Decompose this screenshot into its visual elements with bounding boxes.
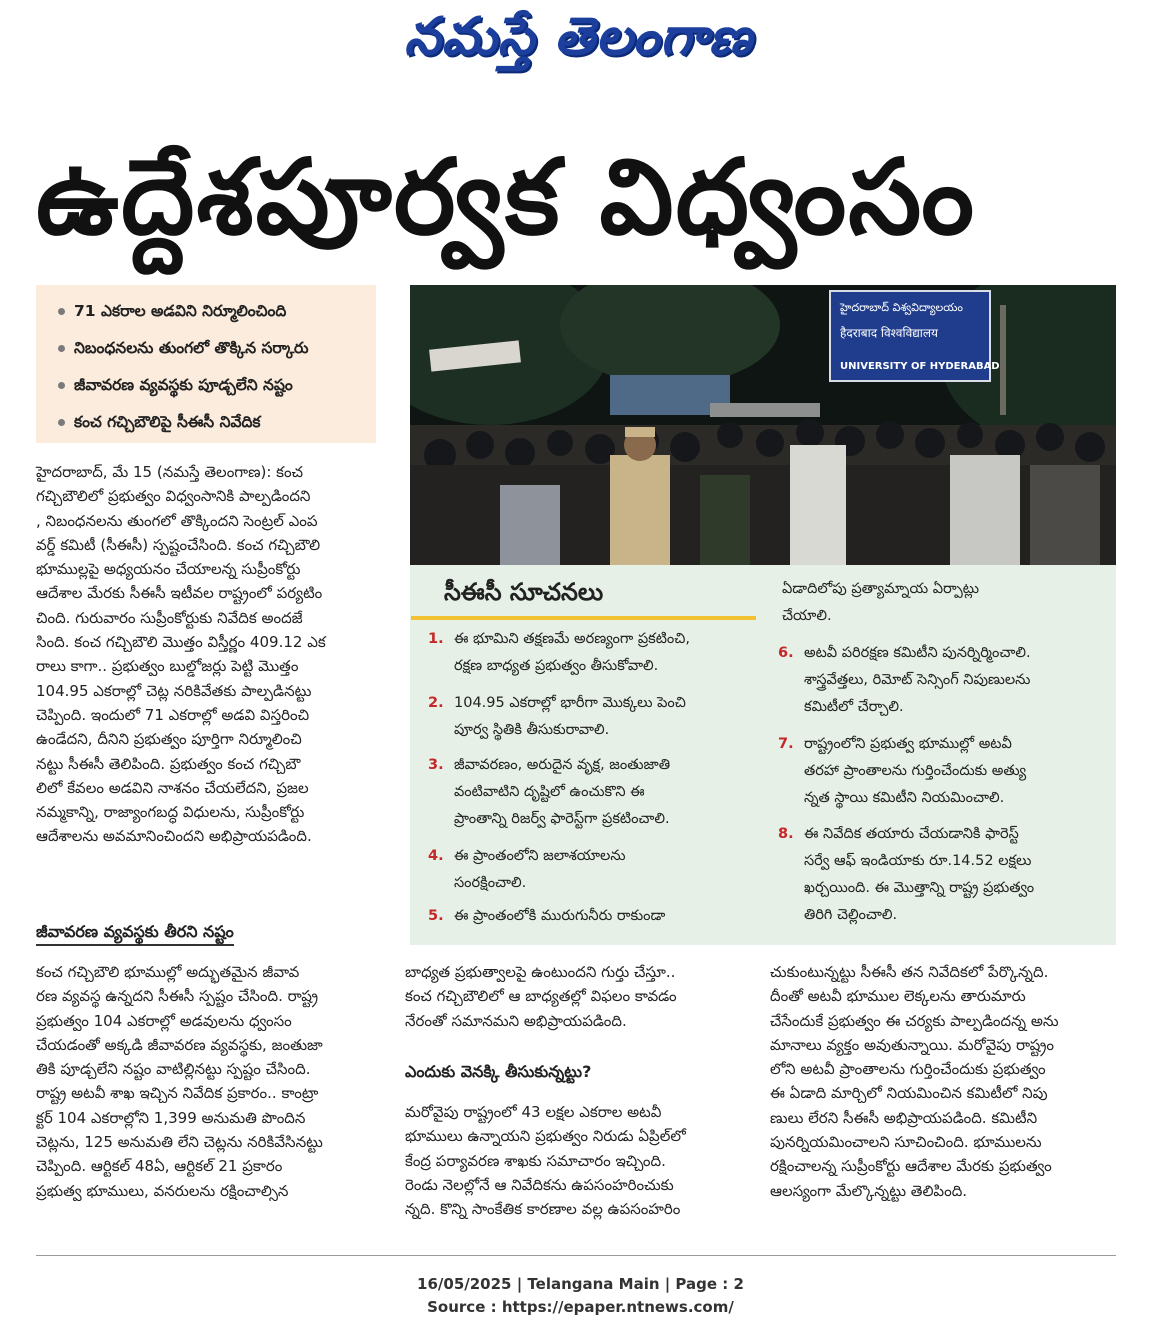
suggestion-line: పూర్వ స్థితికి తీసుకురావాలి. (454, 722, 610, 738)
article-line: మానాలు వ్యక్తం అవుతున్నాయి. మరోవైపు రాష్ట్రం (770, 1035, 1054, 1054)
article-line: 104.95 ఎకరాల్లో చెట్ల నరికివేతకు పాల్పడినట్టు (36, 681, 312, 700)
suggestion-item (428, 843, 748, 897)
footer-date-edition: 16/05/2025 | Telangana Main | Page : 2 (417, 1275, 744, 1293)
suggestion-number: 6. (778, 645, 794, 661)
article-line: రాష్ట్ర అటవీ శాఖ ఇచ్చిన నివేదిక ప్రకారం.. కాంట్రా (36, 1084, 319, 1103)
article-line: బాధ్యత ప్రభుత్వాలపై ఉంటుందని గుర్తు చేస్తూ.. (405, 963, 676, 981)
article-column-3 (770, 960, 1116, 1203)
title-underline (411, 616, 756, 620)
suggestion-line: 104.95 ఎకరాల్లో భారీగా మొక్కలు పెంచి (454, 695, 686, 711)
article-line: ఈ ఏడాది మార్చిలో నియమించిన కమిటీలో నిపు (770, 1084, 1048, 1103)
suggestion-line: ఖర్చయింది. ఈ మొత్తాన్ని రాష్ట్ర ప్రభుత్వం (804, 880, 1035, 896)
article-line: న్నది. కొన్ని సాంకేతిక కారణాల వల్ల ఉపసంహరిం (405, 1200, 681, 1219)
article-line: చింది. గురువారం సుప్రీంకోర్టుకు నివేదిక అందజే (36, 608, 303, 627)
suggestion-line: వంటివాటిని దృష్టిలో ఉంచుకొని ఈ (454, 784, 645, 800)
article-line: ఆదేశాలను అవమానించిందని అభిప్రాయపడింది. (36, 827, 312, 846)
suggestion-item (778, 640, 1108, 721)
article-line: నేరంతో సమానమని అభిప్రాయపడింది. (405, 1011, 627, 1030)
article-line: రక్షించాలన్న సుప్రీంకోర్టు ఆదేశాల మేరకు ప్రభుత్వం (770, 1157, 1052, 1176)
article-line: మరోవైపు రాష్ట్రంలో 43 లక్షల ఎకరాల అటవీ (405, 1103, 662, 1121)
protest-photo-illustration (410, 285, 1116, 565)
article-line: గచ్చిబౌలిలో ప్రభుత్వం విధ్వంసానికి పాల్పడిందని (36, 487, 311, 506)
suggestion-item (428, 626, 748, 680)
article-line: హైదరాబాద్, మే 15 (నమస్తే తెలంగాణ): కంచ (36, 463, 304, 481)
article-line: వర్డ్ కమిటీ (సీఈసీ) స్పష్టంచేసింది. కంచ గచ్చిబౌలి (36, 535, 321, 554)
article-line: క్టర్ 104 ఎకరాల్లోని 1,399 అనుమతి పొందిన (36, 1108, 306, 1127)
highlight-item: నిబంధనలను తుంగలో తొక్కిన సర్కారు (58, 330, 368, 367)
highlight-item: 71 ఎకరాల అడవిని నిర్మూలించింది (58, 293, 368, 330)
suggestion-line: సర్వే ఆఫ్ ఇండియాకు రూ.14.52 లక్షలు (804, 853, 1032, 869)
article-line: చేసేందుకే ప్రభుత్వం ఈ చర్యకు పాల్పడిందన్న అను (770, 1011, 1059, 1030)
suggestion-line: రక్షణ బాధ్యత ప్రభుత్వం తీసుకోవాలి. (454, 658, 659, 674)
footer-divider (36, 1255, 1116, 1256)
masthead (0, 2, 1161, 74)
suggestion-line: శాస్త్రవేత్తలు, రిమోట్ సెన్సింగ్ నిపుణులను (804, 672, 1031, 688)
cec-suggestions-title: సీఈసీ సూచనలు (444, 578, 604, 606)
suggestion-line: న్నత స్థాయి కమిటీని నియమించాలి. (804, 790, 1005, 806)
article-column-1-continued (36, 960, 378, 1203)
subheading-ecosystem: జీవావరణ వ్యవస్థకు తీరని నష్టం (36, 920, 234, 946)
newspaper-logo: నమస్తే తెలంగాణ (404, 7, 753, 67)
suggestion-line: ఈ ప్రాంతంలోని జలాశయాలను (454, 848, 626, 864)
article-line: చుకుంటున్నట్టు సీఈసీ తన నివేదికలో పేర్కొన్నది. (770, 963, 1049, 981)
article-line: చెప్పింది. ఆర్టికల్ 48ఏ, ఆర్టికల్ 21 ప్రకారం (36, 1157, 283, 1176)
article-line: కంచ గచ్చిబౌలి భూముల్లో అద్భుతమైన జీవావ (36, 963, 300, 981)
suggestion-line: ఈ నివేదిక తయారు చేయడానికి ఫారెస్ట్ (804, 826, 1019, 842)
article-line: నట్టు సీఈసీ తెలిపింది. ప్రభుత్వం కంచ గచ్చిబౌ (36, 754, 301, 773)
article-line: భూములు ఉన్నాయని ప్రభుత్వం నిరుడు ఏప్రిల్‌లో (405, 1127, 686, 1146)
highlight-item: కంచ గచ్చిబౌలిపై సీఈసీ నివేదిక (58, 404, 368, 441)
article-column-2 (405, 960, 750, 1033)
article-line: దీంతో అటవీ భూముల లెక్కలను తారుమారు (770, 987, 1026, 1006)
article-line: తికి పూడ్చలేని నష్టం వాటిల్లినట్టు స్పష్టం చేసింది. (36, 1060, 311, 1079)
suggestion-number: 5. (428, 908, 444, 924)
article-line: కంచ గచ్చిబౌలిలో ఆ బాధ్యతల్లో విఫలం కావడం (405, 987, 677, 1006)
suggestion-line: తిరిగి చెల్లించాలి. (804, 907, 898, 923)
suggestion-line: ఈ ప్రాంతంలోకి మురుగునీరు రాకుండా (454, 908, 666, 924)
headline: ఉద్దేశపూర్వక విధ్వంసం (36, 136, 976, 258)
suggestion-line: సంరక్షించాలి. (454, 875, 527, 891)
article-line: ఆలస్యంగా మేల్కొన్నట్టు తెలిపింది. (770, 1181, 968, 1200)
suggestion-item (778, 821, 1108, 929)
suggestion-line: చేయాలి. (782, 608, 832, 624)
protest-photo (410, 285, 1116, 565)
footer-source: Source : https://epaper.ntnews.com/ (427, 1298, 734, 1316)
article-line: ప్రభుత్వ భూములు, వనరులను రక్షించాల్సిన (36, 1181, 289, 1200)
article-line: రణ వ్యవస్థ ఉన్నదని సీఈసీ స్పష్టం చేసింది. రాష్ట్ర (36, 987, 319, 1006)
suggestion-item (428, 903, 748, 930)
suggestion-line: జీవావరణం, అరుదైన వృక్ష, జంతుజాతి (454, 757, 671, 773)
suggestion-line: ఏడాదిలోపు ప్రత్యామ్నాయ ఏర్పాట్లు (782, 581, 979, 597)
article-line: రాలు కాగా.. ప్రభుత్వం బుల్డోజర్లు పెట్టి మొత్తం (36, 657, 299, 676)
suggestion-line: అటవీ పరిరక్షణ కమిటీని పునర్నిర్మించాలి. (804, 645, 1031, 661)
article-line: సింది. కంచ గచ్చిబౌలి మొత్తం విస్తీర్ణం 409.12 ఎక (36, 633, 326, 652)
suggestion-line: రాష్ట్రంలోని ప్రభుత్వ భూముల్లో అటవీ (804, 736, 1012, 752)
suggestion-item (778, 731, 1108, 812)
article-line: రెండు నెలల్లోనే ఆ నివేదికను ఉపసంహరించుకు (405, 1175, 674, 1194)
suggestion-number: 4. (428, 848, 444, 864)
suggestion-continuation (782, 576, 1107, 630)
article-line: భూముల్లపై అధ్యయనం చేయాలన్న సుప్రీంకోర్టు (36, 560, 301, 579)
article-line: ణులు లేరని సీఈసీ అభిప్రాయపడింది. కమిటీని (770, 1108, 1038, 1127)
article-line: లోని అటవీ ప్రాంతాలను గుర్తించేందుకు ప్రభుత్వం (770, 1060, 1046, 1079)
article-line: నమ్మకాన్ని, రాజ్యాంగబద్ధ విధులను, సుప్రీంకోర్టు (36, 803, 305, 822)
article-line: చెప్పింది. ఇందులో 71 ఎకరాల్లో అడవి విస్తరించి (36, 705, 310, 724)
article-line: చెట్లను, 125 అనుమతి లేని చెట్లను నరికివేసినట్టు (36, 1133, 323, 1152)
highlight-item: జీవావరణ వ్యవస్థకు పూడ్చలేని నష్టం (58, 367, 368, 404)
article-line: చేయడంతో అక్కడి జీవావరణ వ్యవస్థకు, జంతుజా (36, 1035, 323, 1054)
suggestion-item (428, 690, 748, 744)
suggestion-item (428, 752, 748, 833)
article-line: ఉండేదని, దీనిని ప్రభుత్వం పూర్తిగా నిర్మూలించి (36, 730, 302, 749)
suggestion-line: తరహా ప్రాంతాలను గుర్తించేందుకు అత్యు (804, 763, 1027, 779)
subheading-why-withdrawn: ఎందుకు వెనక్కి తీసుకున్నట్టు? (405, 1062, 592, 1081)
suggestion-number: 3. (428, 757, 444, 773)
highlights-box (36, 285, 376, 443)
article-line: లిలో కేవలం అడవిని నాశనం చేయలేదని, ప్రజల (36, 778, 309, 797)
sign-english: UNIVERSITY OF HYDERABAD (840, 361, 1000, 372)
police-officer-figure (610, 455, 670, 565)
article-column-1 (36, 460, 378, 849)
sign-hindi: हैदराबाद विश्वविद्यालय (840, 326, 939, 340)
article-line: పునర్నియమించాలని సూచించింది. భూములను (770, 1133, 1042, 1152)
article-line: , నిబంధనలను తుంగలో తొక్కిందని సెంట్రల్ ఎంప (36, 511, 318, 530)
sign-telugu: హైదరాబాద్ విశ్వవిద్యాలయం (840, 301, 963, 314)
suggestion-line: ఈ భూమిని తక్షణమే అరణ్యంగా ప్రకటించి, (454, 631, 690, 647)
article-line: ఆదేశాల మేరకు సీఈసీ ఇటీవల రాష్ట్రంలో పర్యటిం (36, 584, 323, 603)
suggestion-line: ప్రాంతాన్ని రిజర్వ్ ఫారెస్ట్‌గా ప్రకటించాలి. (454, 811, 670, 827)
article-line: కేంద్ర పర్యావరణ శాఖకు సమాచారం ఇచ్చింది. (405, 1151, 666, 1170)
suggestion-number: 1. (428, 631, 444, 647)
suggestion-number: 8. (778, 826, 794, 842)
article-line: ప్రభుత్వం 104 ఎకరాల్లో అడవులను ధ్వంసం (36, 1011, 292, 1030)
suggestion-number: 7. (778, 736, 794, 752)
suggestion-line: కమిటీలో చేర్చాలి. (804, 699, 904, 715)
article-column-2-continued (405, 1100, 750, 1221)
suggestion-number: 2. (428, 695, 444, 711)
